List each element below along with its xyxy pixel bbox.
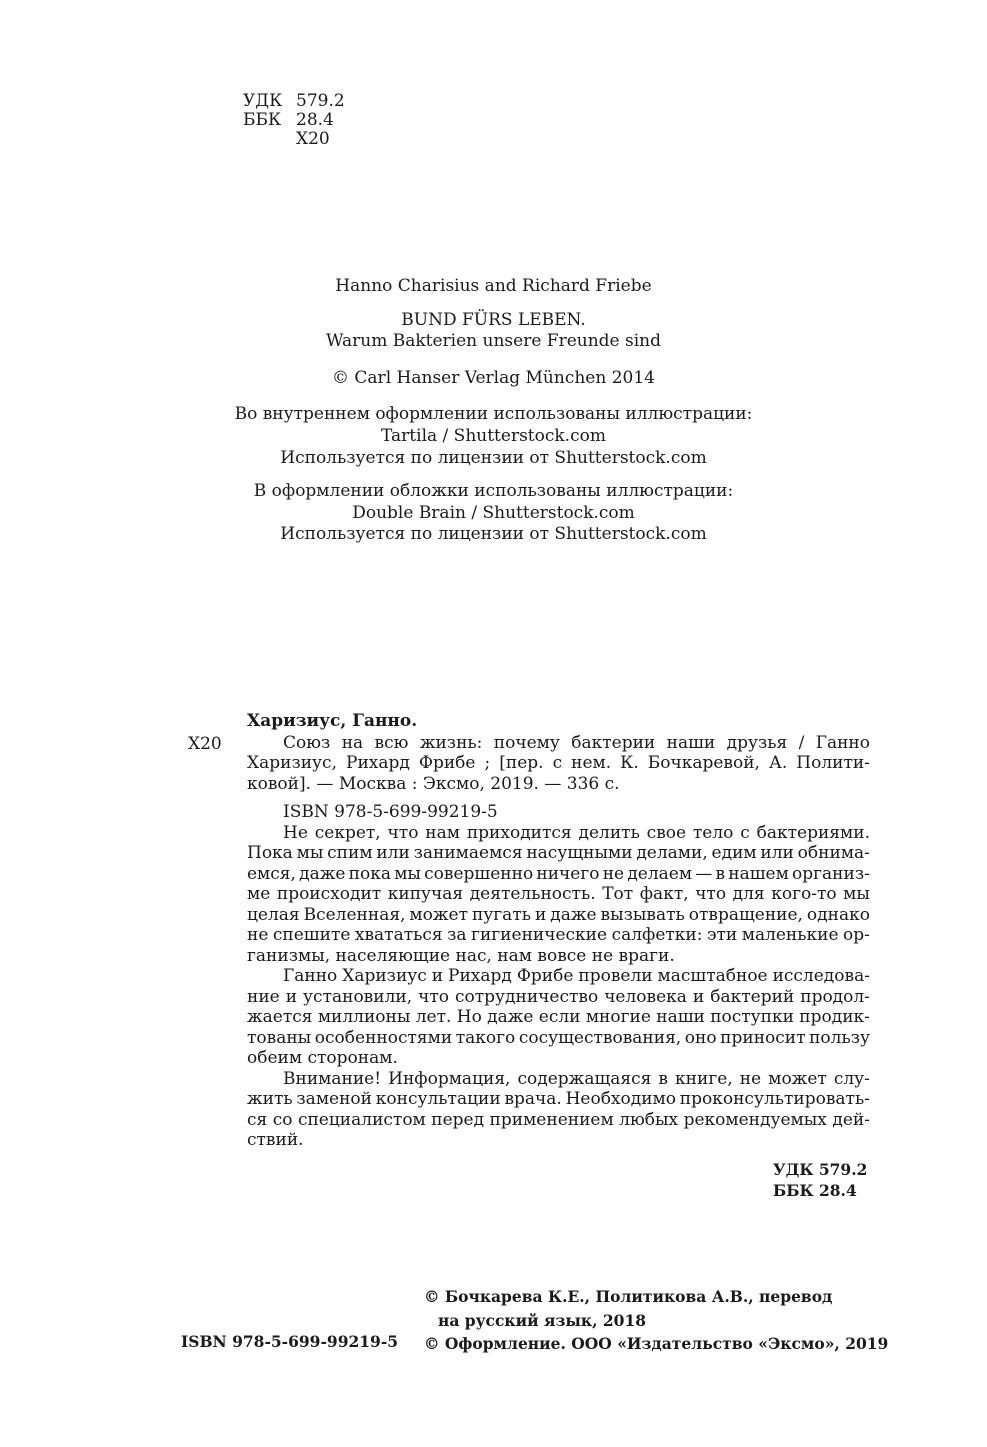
classification-row-bbk — [243, 111, 345, 130]
annotation-line: Ганно Харизиус и Рихард Фрибе провели масштабное исследова- — [283, 966, 870, 986]
annotation-line: жить заменой консультации врача. Необходимо проконсультировать- — [247, 1089, 870, 1109]
copyright-line: © Бочкарева К.Е., Политикова А.В., перевод — [424, 1287, 833, 1306]
annotation-line: обеим сторонам. — [247, 1048, 398, 1068]
annotation-line: ме происходит кипучая деятельность. Тот факт, что для кого-то мы — [247, 884, 870, 904]
classification-row-udk — [243, 92, 345, 111]
cover-credit-line: Используется по лицензии от Shutterstock.com — [280, 524, 707, 545]
interior-credit-line: Во внутреннем оформлении использованы иллюстрации: — [234, 404, 753, 425]
annotation-line: не спешите хвататься за гигиенические салфетки: эти маленькие ор- — [247, 925, 870, 945]
annotation-line: ние и установили, что сотрудничество человека и бактерий продол- — [247, 986, 870, 1007]
classification-row-author-sign — [243, 130, 345, 149]
annotation-line: ствий. — [247, 1130, 304, 1150]
annotation-line: Внимание! Информация, содержащаяся в книге, не может слу- — [283, 1068, 870, 1089]
author-sign-value: Х20 — [296, 129, 330, 149]
original-edition-block — [0, 276, 987, 546]
annotation-line: ганизмы, населяющие нас, нам вовсе не враги. — [247, 945, 675, 966]
author-sign-label — [243, 130, 296, 149]
biblio-line: ковой]. — Москва : Эксмо, 2019. — 336 с. — [247, 773, 620, 794]
annotation-line: Пока мы спим или занимаемся насущными делами, едим или обнима- — [247, 843, 870, 863]
card-bbk: ББК 28.4 — [773, 1180, 857, 1200]
card-classification — [773, 1160, 867, 1201]
cover-credit-line: Double Brain / Shutterstock.com — [352, 502, 635, 523]
annotation-line: целая Вселенная, может пугать и даже вызывать отвращение, однако — [247, 904, 870, 925]
bbk-value: 28.4 — [296, 110, 334, 130]
original-authors: Hanno Charisius and Richard Friebe — [335, 276, 652, 296]
interior-credit-line: Используется по лицензии от Shutterstock.com — [280, 447, 707, 468]
udk-value: 579.2 — [296, 91, 345, 111]
card-udk: УДК 579.2 — [773, 1160, 868, 1179]
catalog-card — [188, 711, 870, 1151]
card-author: Харизиус, Ганно. — [247, 711, 418, 731]
cover-credit-line: В оформлении обложки использованы иллюстрации: — [253, 481, 734, 502]
copyright-line: © Оформление. ООО «Издательство «Эксмо», 2019 — [424, 1334, 889, 1353]
annotation-line: жается миллионы лет. Но даже если многие наши поступки продик- — [247, 1007, 870, 1027]
annotation-line: тованы особенностями такого сосуществования, оно приносит пользу — [247, 1027, 870, 1048]
original-title-line2: Warum Bakterien unsere Freunde sind — [325, 331, 662, 352]
card-isbn: ISBN 978-5-699-99219-5 — [283, 802, 498, 822]
original-title-line1: BUND FÜRS LEBEN. — [401, 309, 586, 330]
udk-label: УДК — [243, 91, 283, 111]
annotation-line: Не секрет, что нам приходится делить свое тело с бактериями. — [283, 822, 870, 843]
interior-credit-line: Tartila / Shutterstock.com — [381, 425, 606, 446]
original-copyright: © Carl Hanser Verlag München 2014 — [332, 367, 655, 388]
copyright-line: на русский язык, 2018 — [438, 1310, 647, 1330]
footer-isbn: ISBN 978-5-699-99219-5 — [181, 1332, 399, 1351]
footer-copyright — [424, 1285, 888, 1356]
annotation-line: емся, даже пока мы совершенно ничего не делаем — в нашем организ- — [247, 863, 870, 884]
annotation-line: ся со специалистом перед применением любых рекомендуемых дей- — [247, 1109, 870, 1130]
bbk-label: ББК — [243, 110, 282, 130]
biblio-line: Союз на всю жизнь: почему бактерии наши друзья / Ганно — [283, 732, 870, 753]
card-author-sign: Х20 — [188, 734, 222, 754]
biblio-line: Харизиус, Рихард Фрибе ; [пер. с нем. К. Бочкаревой, А. Полити- — [247, 753, 870, 773]
classification-block — [243, 92, 345, 149]
